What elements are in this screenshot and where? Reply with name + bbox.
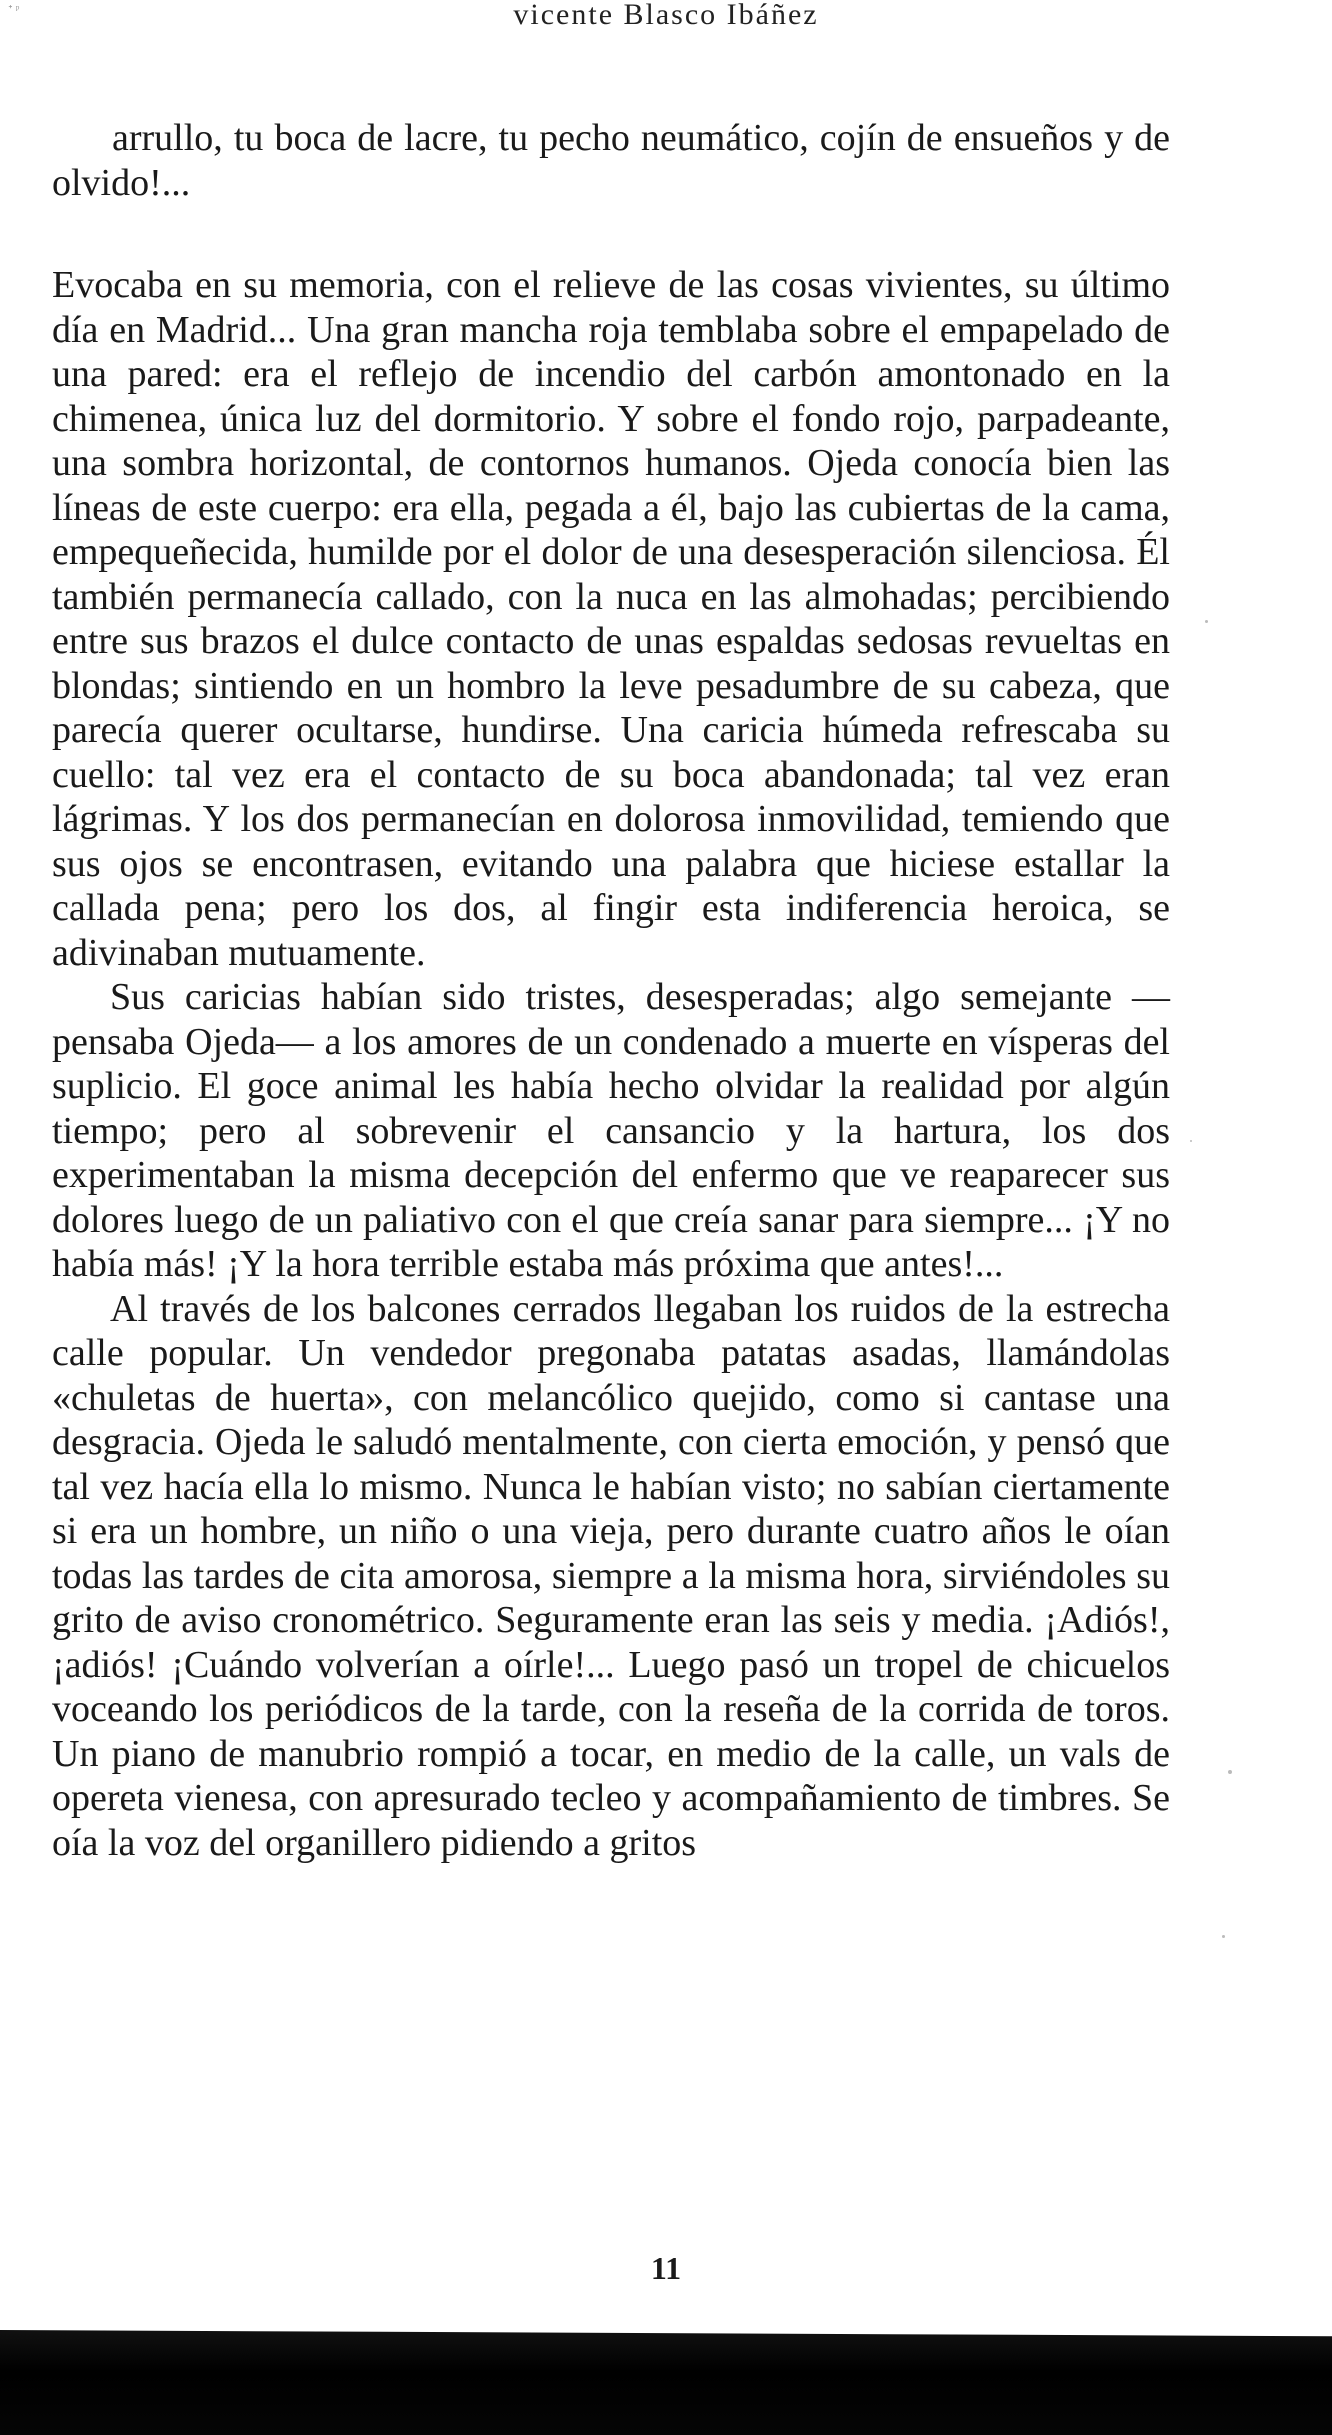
text-block-main	[52, 263, 1170, 1865]
page-number: 11	[650, 2250, 682, 2286]
paragraph-continuation: arrullo, tu boca de lacre, tu pecho neumático, cojín de ensueños y de olvido!...	[52, 117, 1170, 204]
text-block-top	[52, 116, 1170, 205]
running-header-author: vicente Blasco Ibáñez	[513, 0, 819, 26]
paragraph-3: Al través de los balcones cerrados llegaban los ruidos de la estrecha calle popular. Un vendedor pregonaba patatas asadas, llamándolas «chuletas de huerta», con melancólico quejido, como si cantase una desgracia. Ojeda le saludó mentalmente, con cierta emoción, y pensó que tal vez hacía ella lo mismo. Nunca le habían visto; no sabían ciertamente si era un hombre, un niño o una vieja, pero durante cuatro años le oían todas las tardes de cita amorosa, siempre a la misma hora, sirviéndoles su grito de aviso cronométrico. Seguramente eran las seis y media. ¡Adiós!, ¡adiós! ¡Cuándo volverían a oírle!... Luego pasó un tropel de chicuelos voceando los periódicos de la tarde, con la reseña de la corrida de toros. Un piano de manubrio rompió a tocar, en medio de la calle, un vals de opereta vienesa, con apresurado tecleo y acompañamiento de timbres. Se oía la voz del organillero pidiendo a gritos	[52, 1287, 1170, 1864]
paragraph-1: Evocaba en su memoria, con el relieve de las cosas vivientes, su último día en Madrid... Una gran mancha roja temblaba sobre el empapelado de una pared: era el reflejo de incendio del carbón amontonado en la chimenea, única luz del dormitorio. Y sobre el fondo rojo, parpadeante, una sombra horizontal, de contornos humanos. Ojeda conocía bien las líneas de este cuerpo: era ella, pegada a él, bajo las cubiertas de la cama, empequeñecida, humilde por el dolor de una desesperación silenciosa. Él también permanecía callado, con la nuca en las almohadas; percibiendo entre sus brazos el dulce contacto de unas espaldas sedosas revueltas en blondas; sintiendo en un hombro la leve pesadumbre de su cabeza, que parecía querer ocultarse, hundirse. Una caricia húmeda refrescaba su cuello: tal vez era el contacto de su boca abandonada; tal vez eran lágrimas. Y los dos permanecían en dolorosa inmovilidad, temiendo que sus ojos se encontrasen, evitando una palabra que hiciese estallar la callada pena; pero los dos, al fingir esta indiferencia heroica, se adivinaban mutuamente.	[52, 264, 1170, 974]
scan-speck	[1228, 1770, 1232, 1774]
paragraph-2: Sus caricias habían sido tristes, desesperadas; algo semejante —pensaba Ojeda— a los amores de un condenado a muerte en vísperas del suplicio. El goce animal les había hecho olvidar la realidad por algún tiempo; pero al sobrevenir el cansancio y la hartura, los dos experimentaban la misma decepción del enfermo que ve reaparecer sus dolores luego de un paliativo con el que creía sanar para siempre... ¡Y no había más! ¡Y la hora terrible estaba más próxima que antes!...	[52, 976, 1170, 1285]
scan-speck	[1190, 1140, 1192, 1142]
scan-speck	[1205, 620, 1208, 623]
scan-corner-mark: ᐩ ᵖ	[8, 2, 20, 16]
scan-edge-shadow	[0, 2330, 1332, 2435]
scan-speck	[1222, 1935, 1225, 1938]
